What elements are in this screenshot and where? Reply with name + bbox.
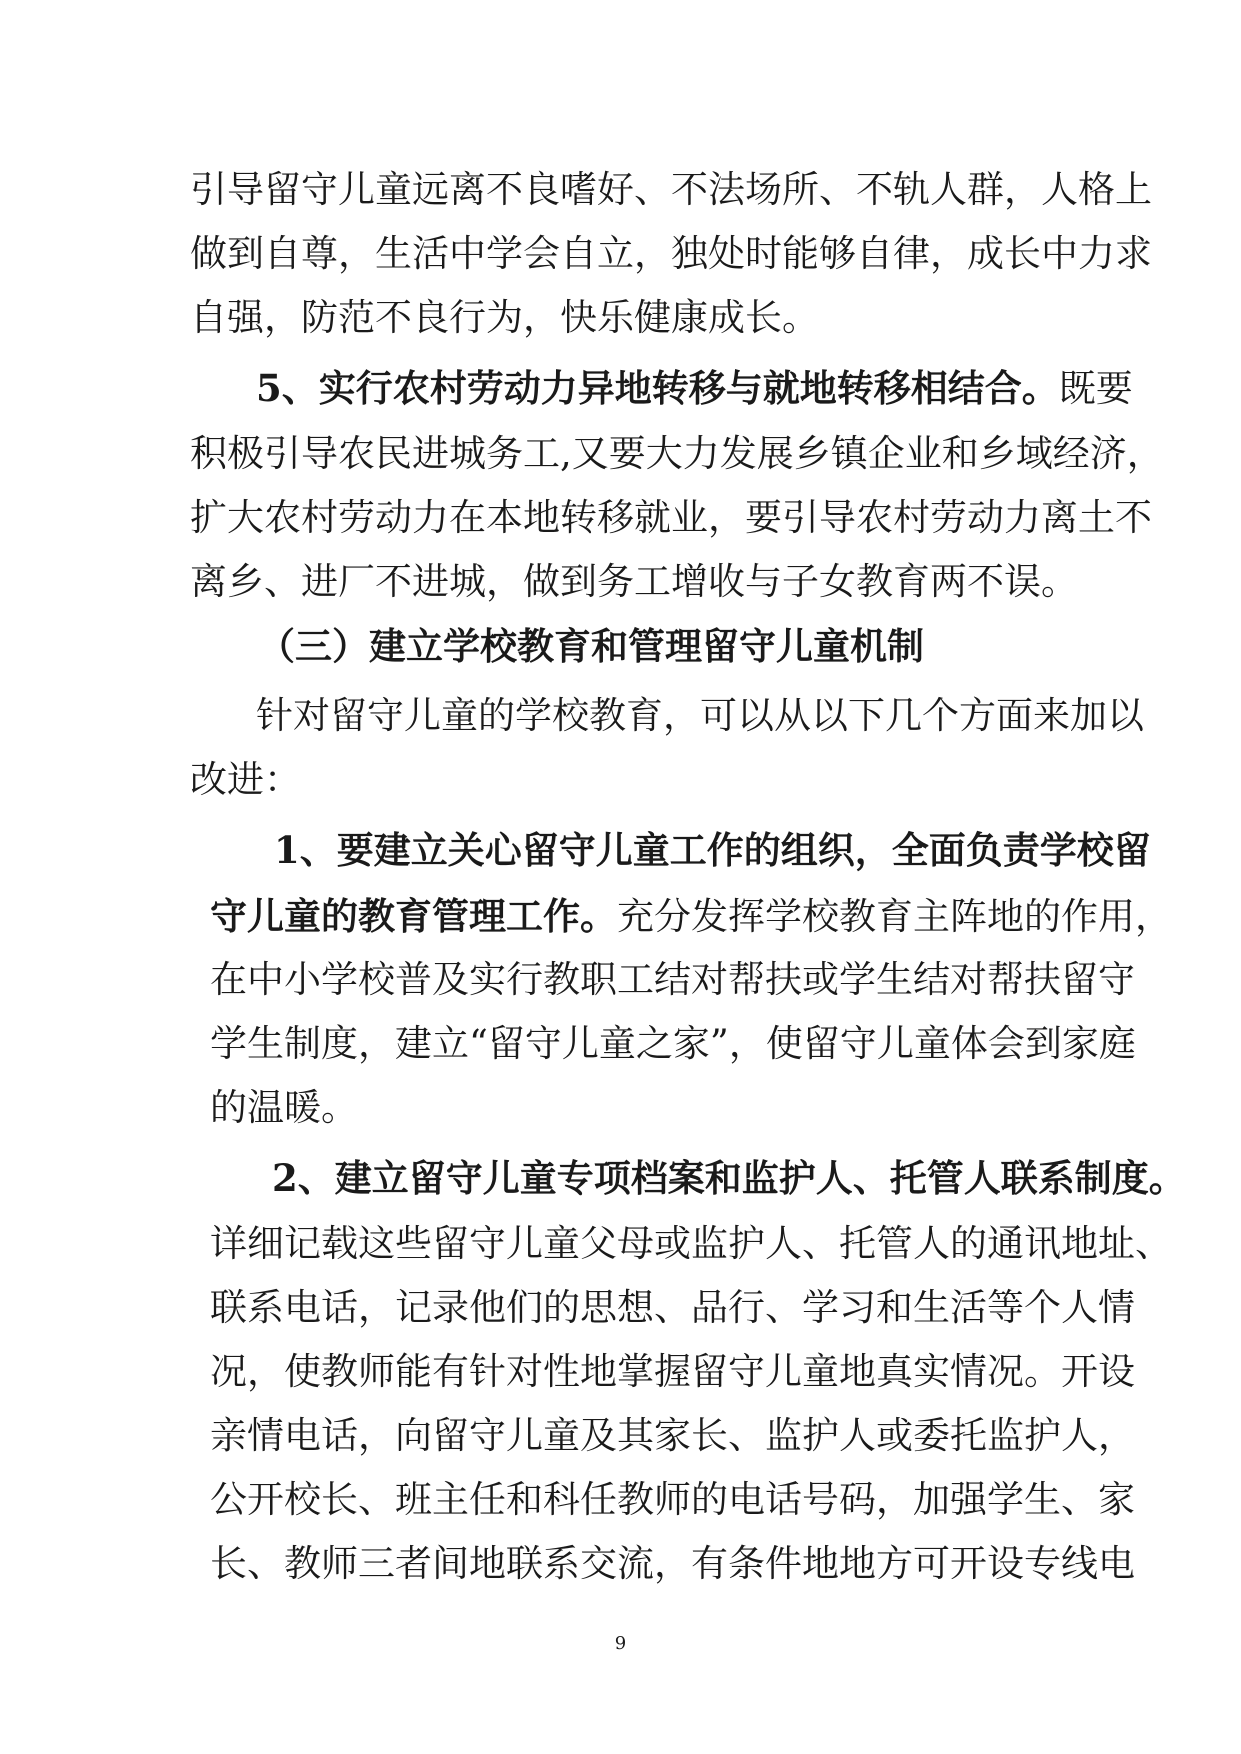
paragraph-line: 的温暖。 — [210, 1086, 358, 1129]
paragraph-line: 公开校长、班主任和科任教师的电话号码，加强学生、家 — [210, 1478, 1135, 1521]
paragraph-line: 积极引导农民进城务工,又要大力发展乡镇企业和乡域经济， — [190, 432, 1164, 475]
paragraph-line: 详细记载这些留守儿童父母或监护人、托管人的通讯地址、 — [210, 1222, 1172, 1265]
paragraph-line: 亲情电话，向留守儿童及其家长、监护人或委托监护人， — [210, 1414, 1135, 1457]
paragraph-line: 扩大农村劳动力在本地转移就业，要引导农村劳动力离土不 — [190, 496, 1152, 539]
heading-text: 守儿童的教育管理工作。 — [210, 894, 617, 938]
section-title: （三）建立学校教育和管理留守儿童机制 — [258, 624, 924, 668]
section-heading-line: 2、建立留守儿童专项档案和监护人、托管人联系制度。 — [272, 1156, 1186, 1200]
section-heading-line: 5、实行农村劳动力异地转移与就地转移相结合。既要 — [256, 366, 1133, 410]
section-heading-line: 1、要建立关心留守儿童工作的组织，全面负责学校留 — [274, 828, 1151, 872]
page-number: 9 — [614, 1633, 627, 1654]
paragraph-line: 离乡、进厂不进城，做到务工增收与子女教育两不误。 — [190, 560, 1078, 603]
paragraph-line: 引导留守儿童远离不良嗜好、不法场所、不轨人群，人格上 — [190, 168, 1152, 211]
paragraph-line: 自强，防范不良行为，快乐健康成长。 — [190, 296, 819, 339]
paragraph-line: 况，使教师能有针对性地掌握留守儿童地真实情况。开设 — [210, 1350, 1135, 1393]
paragraph-line: 改进： — [190, 758, 301, 801]
paragraph-line: 学生制度，建立“留守儿童之家”，使留守儿童体会到家庭 — [210, 1022, 1136, 1065]
paragraph-line: 联系电话，记录他们的思想、品行、学习和生活等个人情 — [210, 1286, 1135, 1329]
paragraph-line: 长、教师三者间地联系交流，有条件地地方可开设专线电 — [210, 1542, 1135, 1585]
section-heading-line: 守儿童的教育管理工作。充分发挥学校教育主阵地的作用， — [210, 894, 1172, 938]
paragraph-line: 在中小学校普及实行教职工结对帮扶或学生结对帮扶留守 — [210, 958, 1135, 1001]
heading-text: 5、实行农村劳动力异地转移与就地转移相结合。 — [256, 366, 1059, 410]
paragraph-line: 做到自尊，生活中学会自立，独处时能够自律，成长中力求 — [190, 232, 1152, 275]
paragraph-line: 针对留守儿童的学校教育，可以从以下几个方面来加以 — [256, 694, 1144, 737]
